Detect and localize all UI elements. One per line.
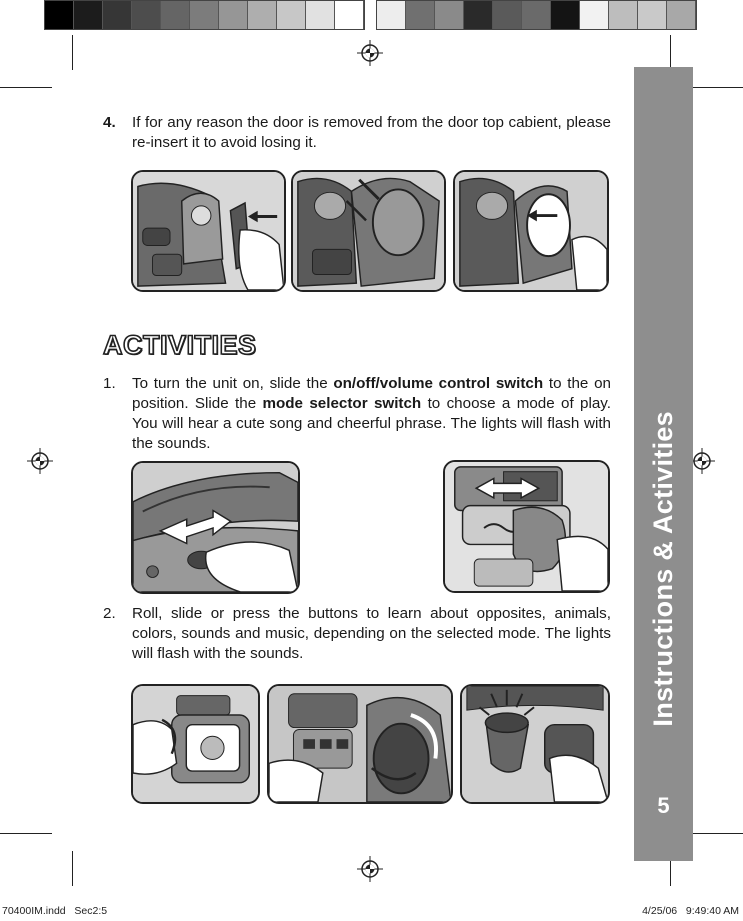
color-swatch [335, 1, 364, 29]
color-swatch [609, 1, 638, 29]
illustration-roll-button [131, 684, 260, 804]
color-swatch [306, 1, 335, 29]
item-text: To turn the unit on, slide the on/off/volume control switch to the on position. Slide the mode selector switch to choose a mode of play. You will hear a cute song and cheerful phrase. The lights will flash with the sounds. [132, 375, 611, 452]
color-swatch [522, 1, 551, 29]
crop-mark [692, 833, 743, 834]
color-swatch [248, 1, 277, 29]
step-text: If for any reason the door is removed from the door top cabient, please re-insert it to avoid losing it. [132, 114, 611, 151]
registration-mark-icon [357, 856, 383, 882]
color-swatch [277, 1, 306, 29]
color-swatch [551, 1, 580, 29]
side-tab [634, 67, 693, 861]
illustration-slide-press [267, 684, 453, 804]
color-swatch [493, 1, 522, 29]
color-swatch [435, 1, 464, 29]
illustration-press-button [460, 684, 610, 804]
illustration-door-align [291, 170, 446, 292]
color-swatch [580, 1, 609, 29]
item-number: 1. [103, 375, 116, 392]
color-swatch [667, 1, 696, 29]
color-swatch [464, 1, 493, 29]
color-swatch [103, 1, 132, 29]
crop-mark [72, 35, 73, 70]
crop-mark [0, 833, 52, 834]
activity-item-2 [103, 604, 611, 664]
step-4 [103, 113, 611, 153]
page-number: 5 [657, 793, 670, 818]
slug-left: 70400IM.indd Sec2:5 [2, 905, 108, 917]
item-number: 2. [103, 605, 116, 622]
crop-mark [670, 35, 671, 70]
color-swatch [45, 1, 74, 29]
illustration-door-insert [453, 170, 609, 292]
color-bar-right [376, 0, 697, 30]
mode-selector-switch-label: mode selector switch [262, 395, 422, 412]
item-text: Roll, slide or press the buttons to learn about opposites, animals, colors, sounds and music, depending on the selected mode. The lights will flash with the sounds. [132, 605, 611, 662]
color-swatch [132, 1, 161, 29]
on-off-volume-switch-label: on/off/volume control switch [333, 375, 544, 392]
crop-mark [692, 87, 743, 88]
side-tab-title: Instructions & Activities [648, 411, 678, 727]
activities-heading: ACTIVITIES [103, 330, 257, 360]
color-swatch [161, 1, 190, 29]
illustration-power-switch [131, 461, 300, 594]
color-bar-left [44, 0, 365, 30]
color-swatch [406, 1, 435, 29]
step-number: 4. [103, 114, 116, 131]
registration-mark-icon [27, 448, 53, 474]
slug-right: 4/25/06 9:49:40 AM [642, 905, 739, 917]
illustration-mode-switch [443, 460, 610, 593]
color-swatch [219, 1, 248, 29]
crop-mark [0, 87, 52, 88]
color-swatch [377, 1, 406, 29]
color-swatch [190, 1, 219, 29]
activity-item-1 [103, 374, 611, 454]
crop-mark [72, 851, 73, 886]
registration-mark-icon [357, 40, 383, 66]
color-swatch [638, 1, 667, 29]
color-swatch [74, 1, 103, 29]
illustration-door-removed [131, 170, 286, 292]
